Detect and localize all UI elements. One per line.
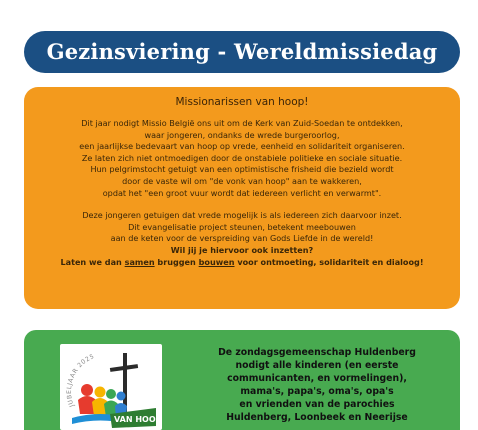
text-line: Dit jaar nodigt Missio België ons uit om de Kerk van Zuid-Soedan te ontdekken,: [81, 118, 403, 128]
figure-yellow-icon: [95, 387, 106, 398]
invite-box: [24, 330, 460, 430]
cta-part: voor ontmoeting, solidariteit en dialoog!: [234, 256, 424, 267]
cta-underlined-bouwen: bouwen: [198, 256, 235, 267]
paragraph-gap: [32, 199, 452, 210]
text-line: Ze laten zich niet ontmoedigen door de onstabiele politieke en sociale situatie.: [81, 152, 403, 163]
cta-part: Laten we dan: [60, 256, 125, 267]
mission-question: Wil jij je hiervoor ook inzetten?: [170, 244, 314, 255]
logo-arc-text: JUBELJAAR 2025: [65, 353, 96, 408]
text-line: Dit evangelisatie project steunen, betekent meebouwen: [128, 221, 356, 232]
figure-blue-icon: [117, 392, 126, 401]
text-line: een jaarlijkse bedevaart van hoop op vrede, eenheid en solidariteit organiseren.: [79, 141, 405, 152]
invite-line: communicanten, en vormelingen),: [227, 373, 407, 385]
invite-line: mama's, papa's, oma's, opa's: [240, 386, 394, 398]
text-line: waar jongeren, ondanks de wrede burgeroorlog,: [144, 129, 340, 140]
jubilee-logo: [60, 344, 162, 430]
figure-red-icon: [81, 384, 93, 396]
page-title: Gezinsviering - Wereldmissiedag: [24, 31, 460, 73]
mission-paragraph-1: [32, 118, 452, 199]
invite-line: nodigt alle kinderen (en eerste: [235, 360, 399, 372]
text-line: Deze jongeren getuigen dat vrede mogelijk is als iedereen zich daarvoor inzet.: [82, 210, 402, 221]
invite-line: en vrienden van de parochies: [239, 399, 395, 411]
text-line: aan de keten voor de verspreiding van Gods Liefde in de wereld!: [110, 233, 374, 244]
mission-paragraph-2: [32, 210, 452, 268]
cta-part: bruggen: [154, 256, 199, 267]
cta-underlined-samen: samen: [124, 256, 155, 267]
mission-heading: Missionarissen van hoop!: [175, 96, 309, 108]
figure-green-icon: [106, 389, 116, 399]
text-line: Hun pelgrimstocht getuigt van een optimistische frisheid die bezield wordt: [90, 164, 394, 175]
invite-line: De zondagsgemeenschap Huldenberg: [218, 347, 416, 358]
mission-box: [24, 87, 460, 309]
invite-line: Huldenberg, Loonbeek en Neerijse: [226, 412, 408, 424]
text-line: opdat het "een groot vuur wordt dat iedereen verlicht en verwarmt".: [102, 187, 382, 198]
mission-call-to-action: [32, 257, 452, 269]
text-line: door de vaste wil om "de vonk van hoop" aan te wakkeren,: [122, 175, 362, 186]
jubilee-logo-image: [60, 344, 162, 430]
invite-text: [186, 346, 448, 425]
logo-banner-text: VAN HOOP: [114, 415, 162, 424]
